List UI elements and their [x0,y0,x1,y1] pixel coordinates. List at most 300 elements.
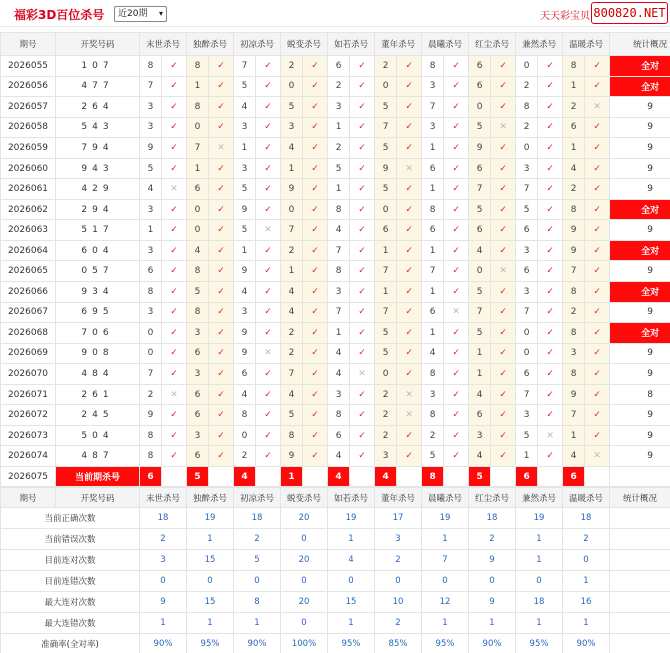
stat-empty [610,508,670,529]
next-pick: 4 [234,466,256,487]
pick-number: 1 [234,240,256,261]
pick-number: 8 [422,364,444,385]
stat-value: 18 [140,508,187,529]
check-icon: ✓ [538,76,563,97]
stat-header-expert: 董年杀号 [375,488,422,508]
check-icon: ✓ [585,179,610,200]
stat-value: 1 [563,613,610,634]
stat-value: 1 [328,529,375,550]
draw-number-cell: 107 [56,56,140,77]
check-icon: ✓ [209,158,234,179]
stat-value: 0 [563,550,610,571]
pick-number: 5 [516,425,538,446]
pick-number: 3 [187,323,209,344]
check-icon: ✓ [209,76,234,97]
check-icon: ✓ [491,240,516,261]
stat-value: 90% [234,634,281,653]
check-icon: ✓ [209,282,234,303]
header-draw: 开奖号码 [56,33,140,56]
pick-number: 7 [187,138,209,159]
check-icon: ✓ [256,158,281,179]
stat-value: 18 [516,592,563,613]
stat-label: 当前错误次数 [1,529,140,550]
cross-icon: ✕ [256,343,281,364]
check-icon: ✓ [444,384,469,405]
pick-number: 6 [469,220,491,241]
check-icon: ✓ [350,199,375,220]
pick-number: 3 [422,117,444,138]
pick-number: 8 [140,446,162,467]
check-icon: ✓ [585,384,610,405]
draw-number-cell: 706 [56,323,140,344]
stat-value: 1 [140,613,187,634]
pick-number: 1 [422,179,444,200]
pick-number: 2 [375,425,397,446]
cross-icon: ✕ [538,425,563,446]
check-icon: ✓ [444,425,469,446]
check-icon: ✓ [444,446,469,467]
full-hit-badge: 全对 [610,282,670,303]
pick-number: 8 [187,302,209,323]
stat-value: 9 [140,592,187,613]
pick-number: 4 [422,343,444,364]
pick-number: 3 [516,158,538,179]
check-icon: ✓ [538,97,563,118]
check-icon: ✓ [350,446,375,467]
stat-header-expert: 兼然杀号 [516,488,563,508]
check-icon: ✓ [538,282,563,303]
pick-number: 6 [516,261,538,282]
stat-row [1,508,670,529]
stat-value: 1 [422,529,469,550]
check-icon: ✓ [256,179,281,200]
pick-number: 8 [328,261,350,282]
stat-value: 18 [469,508,516,529]
stat-header-expert: 如若杀号 [328,488,375,508]
stat-value: 1 [516,613,563,634]
stat-value: 0 [140,571,187,592]
period-range-select[interactable] [114,6,167,22]
check-icon: ✓ [444,199,469,220]
pick-number: 5 [375,138,397,159]
check-icon: ✓ [162,138,187,159]
cross-icon: ✕ [397,384,422,405]
pick-number: 8 [422,56,444,77]
pick-number: 1 [281,261,303,282]
full-hit-badge: 全对 [610,323,670,344]
check-icon: ✓ [585,405,610,426]
period-cell: 2026061 [1,179,56,200]
check-icon: ✓ [256,56,281,77]
stat-value: 0 [187,571,234,592]
pick-number: 1 [140,220,162,241]
check-icon: ✓ [162,282,187,303]
pick-number: 0 [234,425,256,446]
pick-number: 1 [563,76,585,97]
full-hit-badge: 全对 [610,56,670,77]
check-icon: ✓ [491,56,516,77]
stat-value: 19 [328,508,375,529]
stat-empty [610,613,670,634]
hit-count: 9 [610,425,670,446]
table-row [1,138,670,159]
check-icon: ✓ [444,261,469,282]
hit-count: 9 [610,364,670,385]
hit-count: 9 [610,302,670,323]
check-icon: ✓ [397,56,422,77]
pick-number: 1 [281,158,303,179]
check-icon: ✓ [209,179,234,200]
stat-label: 目前连对次数 [1,550,140,571]
table-row [1,282,670,303]
stat-header-period: 期号 [1,488,56,508]
hit-count: 9 [610,405,670,426]
check-icon: ✓ [397,199,422,220]
stat-header-expert: 蜕变杀号 [281,488,328,508]
pick-number: 1 [187,158,209,179]
pick-number: 9 [234,343,256,364]
pick-number: 2 [375,405,397,426]
header-expert: 晨曦杀号 [422,33,469,56]
stat-value: 10 [375,592,422,613]
pick-number: 7 [328,302,350,323]
stat-value: 0 [469,571,516,592]
stat-value: 95% [422,634,469,653]
stat-value: 9 [469,550,516,571]
pick-number: 4 [140,179,162,200]
check-icon: ✓ [444,323,469,344]
pick-number: 8 [187,261,209,282]
check-icon: ✓ [585,240,610,261]
pick-number: 4 [281,282,303,303]
check-icon: ✓ [303,56,328,77]
pick-number: 1 [422,240,444,261]
pick-number: 2 [281,343,303,364]
check-icon: ✓ [538,138,563,159]
pick-number: 0 [469,261,491,282]
check-icon: ✓ [303,117,328,138]
pick-number: 5 [469,117,491,138]
table-row [1,179,670,200]
check-icon: ✓ [256,425,281,446]
check-icon: ✓ [491,446,516,467]
draw-number-cell: 794 [56,138,140,159]
pick-number: 9 [234,323,256,344]
period-cell: 2026062 [1,199,56,220]
header-expert: 如若杀号 [328,33,375,56]
stat-value: 1 [469,613,516,634]
table-row [1,76,670,97]
check-icon: ✓ [209,364,234,385]
stat-value: 85% [375,634,422,653]
pick-number: 2 [563,97,585,118]
pick-number: 5 [281,405,303,426]
stat-value: 5 [234,550,281,571]
header-expert: 末世杀号 [140,33,187,56]
stat-value: 1 [328,613,375,634]
pick-number: 7 [375,302,397,323]
pick-number: 0 [140,343,162,364]
pick-number: 5 [187,282,209,303]
stat-value: 15 [328,592,375,613]
check-icon: ✓ [162,323,187,344]
stat-value: 95% [187,634,234,653]
check-icon: ✓ [397,179,422,200]
pick-number: 3 [140,97,162,118]
period-cell: 2026056 [1,76,56,97]
table-row [1,323,670,344]
stat-value: 18 [234,508,281,529]
check-icon: ✓ [397,343,422,364]
stat-empty [610,550,670,571]
pick-number: 2 [375,56,397,77]
pick-number: 7 [140,364,162,385]
check-icon: ✓ [350,282,375,303]
check-icon: ✓ [585,343,610,364]
pick-number: 5 [375,97,397,118]
check-icon: ✓ [303,261,328,282]
pick-number: 6 [140,261,162,282]
stat-value: 2 [140,529,187,550]
draw-number-cell: 429 [56,179,140,200]
check-icon: ✓ [444,364,469,385]
full-hit-badge: 全对 [610,199,670,220]
draw-number-cell: 477 [56,76,140,97]
hit-count: 9 [610,138,670,159]
check-icon: ✓ [444,117,469,138]
header-expert: 兼然杀号 [516,33,563,56]
period-cell: 2026065 [1,261,56,282]
check-icon: ✓ [350,158,375,179]
check-icon: ✓ [303,158,328,179]
stat-value: 12 [422,592,469,613]
pick-number: 6 [516,364,538,385]
pick-number: 8 [140,56,162,77]
pick-number: 6 [187,343,209,364]
check-icon: ✓ [303,76,328,97]
pick-number: 9 [234,261,256,282]
pick-number: 3 [422,384,444,405]
pick-number: 2 [281,56,303,77]
table-row [1,56,670,77]
period-cell: 2026068 [1,323,56,344]
stat-value: 2 [375,613,422,634]
check-icon: ✓ [444,76,469,97]
stat-label: 最大连对次数 [1,592,140,613]
header-expert: 独醉杀号 [187,33,234,56]
period-cell: 2026069 [1,343,56,364]
pick-number: 2 [328,138,350,159]
check-icon: ✓ [397,302,422,323]
pick-number: 5 [234,76,256,97]
pick-number: 0 [187,199,209,220]
check-icon: ✓ [162,261,187,282]
check-icon: ✓ [209,446,234,467]
draw-number-cell: 604 [56,240,140,261]
pick-number: 3 [328,97,350,118]
check-icon: ✓ [162,117,187,138]
draw-number-cell: 908 [56,343,140,364]
check-icon: ✓ [397,138,422,159]
check-icon: ✓ [350,323,375,344]
check-icon: ✓ [209,199,234,220]
pick-number: 6 [469,405,491,426]
check-icon: ✓ [209,425,234,446]
draw-number-cell: 294 [56,199,140,220]
table-row [1,405,670,426]
pick-number: 7 [469,302,491,323]
check-icon: ✓ [538,179,563,200]
check-icon: ✓ [444,240,469,261]
stat-value: 0 [328,571,375,592]
pick-number: 0 [516,56,538,77]
table-header [1,33,670,56]
check-icon: ✓ [162,446,187,467]
check-icon: ✓ [491,302,516,323]
check-icon: ✓ [209,240,234,261]
next-pick: 8 [422,466,444,487]
next-period-label: 当前期杀号 [56,466,140,487]
check-icon: ✓ [256,364,281,385]
pick-number: 3 [281,117,303,138]
header-expert: 董年杀号 [375,33,422,56]
check-icon: ✓ [538,302,563,323]
cross-icon: ✕ [585,97,610,118]
page-title: 福彩3D百位杀号 [14,8,105,22]
check-icon: ✓ [256,76,281,97]
header-expert: 红尘杀号 [469,33,516,56]
pick-number: 3 [234,117,256,138]
check-icon: ✓ [491,384,516,405]
pick-number: 8 [328,199,350,220]
hit-count: 9 [610,158,670,179]
pick-number: 0 [375,199,397,220]
pick-number: 5 [375,323,397,344]
pick-number: 6 [516,220,538,241]
pick-number: 5 [469,199,491,220]
stat-header-expert: 红尘杀号 [469,488,516,508]
check-icon: ✓ [350,179,375,200]
stat-value: 0 [281,529,328,550]
pick-number: 5 [328,158,350,179]
check-icon: ✓ [491,199,516,220]
next-pick: 5 [187,466,209,487]
check-icon: ✓ [303,282,328,303]
pick-number: 4 [234,97,256,118]
pick-number: 1 [422,282,444,303]
check-icon: ✓ [491,364,516,385]
statistics-table [0,487,670,653]
check-icon: ✓ [397,323,422,344]
check-icon: ✓ [350,384,375,405]
pick-number: 4 [469,384,491,405]
check-icon: ✓ [350,343,375,364]
check-icon: ✓ [397,425,422,446]
check-icon: ✓ [209,56,234,77]
pick-number: 6 [328,425,350,446]
pick-number: 2 [516,76,538,97]
pick-number: 8 [563,199,585,220]
pick-number: 9 [281,179,303,200]
table-row [1,158,670,179]
stat-value: 0 [281,613,328,634]
stat-value: 2 [375,550,422,571]
draw-number-cell: 695 [56,302,140,323]
check-icon: ✓ [444,56,469,77]
check-icon: ✓ [397,240,422,261]
period-cell: 2026072 [1,405,56,426]
check-icon: ✓ [397,76,422,97]
stat-value: 2 [563,529,610,550]
pick-number: 4 [563,158,585,179]
check-icon: ✓ [491,405,516,426]
stat-value: 3 [140,550,187,571]
stat-label: 目前连错次数 [1,571,140,592]
pick-number: 1 [469,364,491,385]
stat-value: 90% [563,634,610,653]
brand-name[interactable]: 天天彩宝贝 [540,11,590,22]
stat-label: 准确率(全对率) [1,634,140,653]
pick-number: 9 [234,199,256,220]
stat-header-expert: 晨曦杀号 [422,488,469,508]
stat-value: 3 [375,529,422,550]
pick-number: 8 [328,405,350,426]
pick-number: 0 [516,343,538,364]
check-icon: ✓ [303,446,328,467]
stat-value: 4 [328,550,375,571]
check-icon: ✓ [303,199,328,220]
pick-number: 4 [187,240,209,261]
pick-number: 7 [234,56,256,77]
header-expert: 蜕变杀号 [281,33,328,56]
period-cell: 2026074 [1,446,56,467]
stat-label: 当前正确次数 [1,508,140,529]
check-icon: ✓ [585,302,610,323]
next-pick: 4 [328,466,350,487]
check-icon: ✓ [585,158,610,179]
pick-number: 3 [422,76,444,97]
draw-number-cell: 057 [56,261,140,282]
pick-number: 7 [469,179,491,200]
check-icon: ✓ [256,261,281,282]
check-icon: ✓ [256,138,281,159]
pick-number: 9 [563,220,585,241]
pick-number: 2 [422,425,444,446]
stat-value: 8 [234,592,281,613]
stat-empty [610,592,670,613]
stat-value: 95% [516,634,563,653]
check-icon: ✓ [397,261,422,282]
check-icon: ✓ [397,446,422,467]
stat-value: 90% [469,634,516,653]
check-icon: ✓ [350,425,375,446]
pick-number: 3 [516,240,538,261]
full-hit-badge: 全对 [610,76,670,97]
pick-number: 5 [469,323,491,344]
cross-icon: ✕ [162,179,187,200]
cross-icon: ✕ [350,364,375,385]
check-icon: ✓ [303,179,328,200]
check-icon: ✓ [444,405,469,426]
pick-number: 2 [234,446,256,467]
pick-number: 8 [563,323,585,344]
kill-number-table [0,32,670,487]
check-icon: ✓ [209,117,234,138]
stat-value: 20 [281,508,328,529]
check-icon: ✓ [303,405,328,426]
pick-number: 3 [140,199,162,220]
site-logo[interactable]: 800820.NET [591,2,668,24]
